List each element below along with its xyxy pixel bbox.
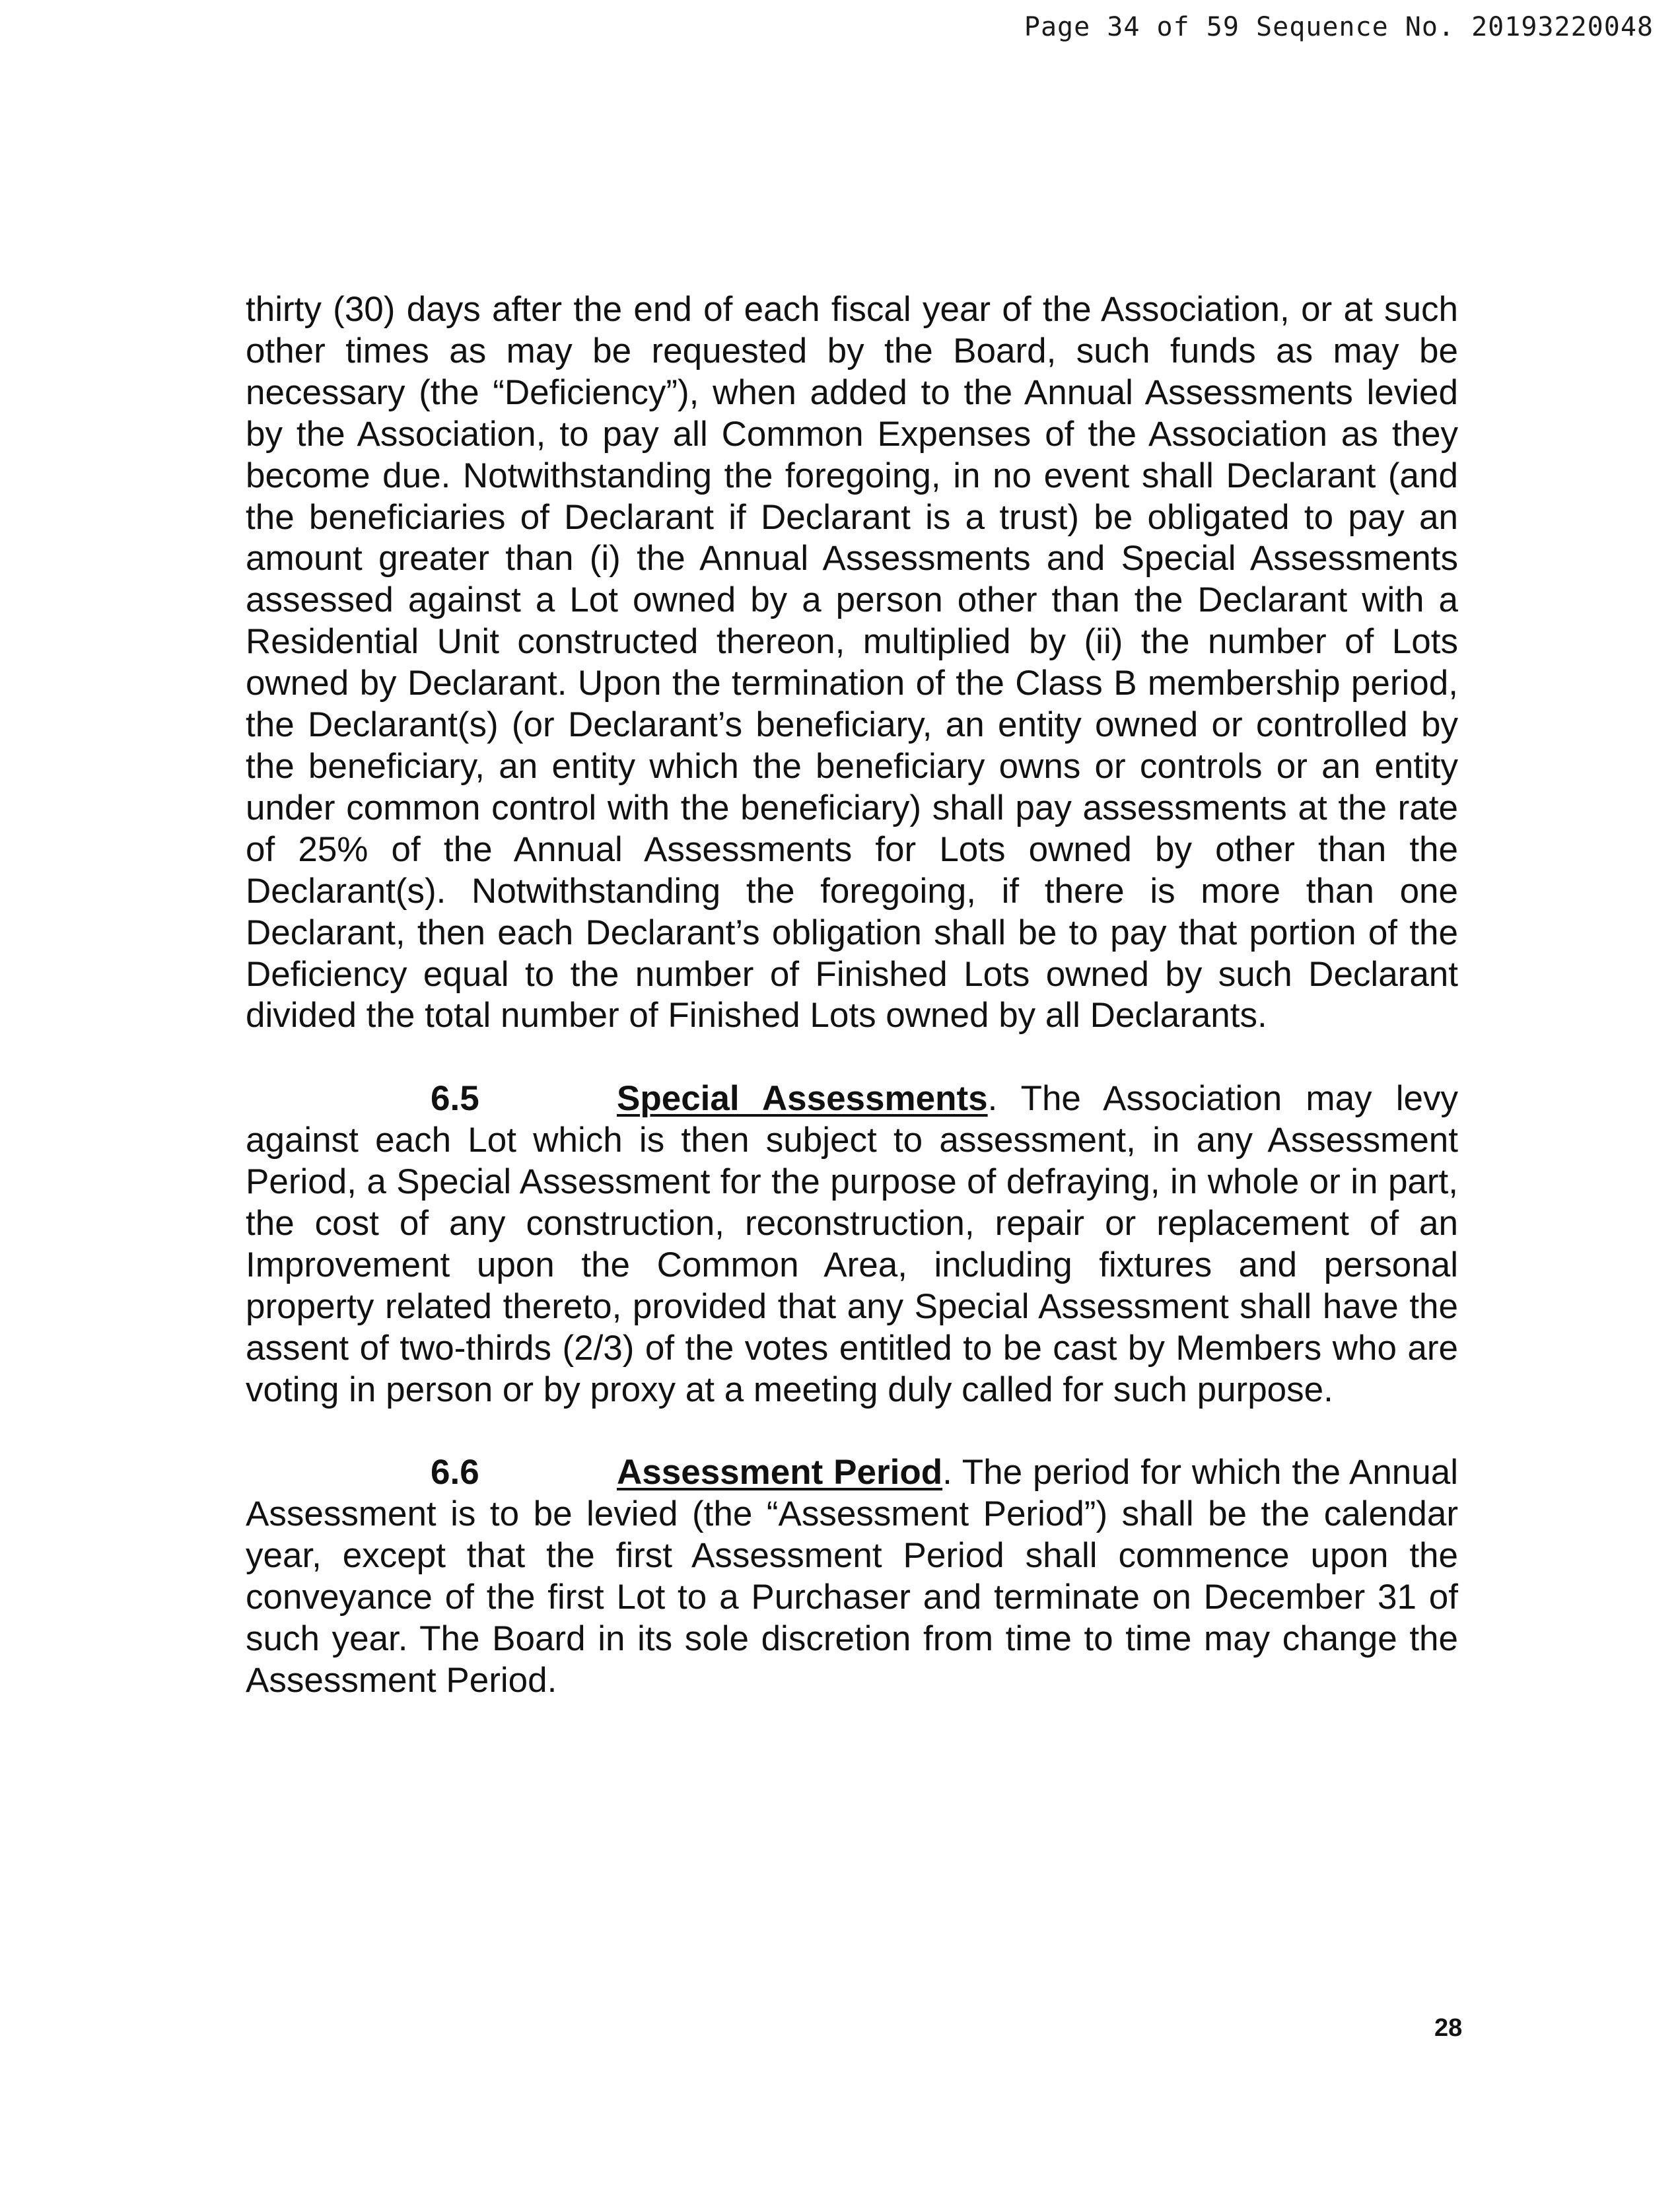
page-number: 28 xyxy=(1434,2014,1463,2042)
section-number: 6.5 xyxy=(431,1079,479,1119)
page-header-sequence: Page 34 of 59 Sequence No. 20193220048 xyxy=(1024,12,1654,42)
section-number: 6.6 xyxy=(431,1453,479,1492)
section-title: Assessment Period xyxy=(617,1453,943,1492)
section-6-5 xyxy=(246,1078,1458,1411)
section-text: . The Association may levy against each Lot which is then subject to assessment, in any Assessment Period, a Special Assessment for the purpose of defraying, in whole or in part, the cost of any construction, reconstruction, repair or replacement of an Improvement upon the Common Area, including fixtures and personal property related thereto, provided that any Special Assessment shall have the assent of two-thirds (2/3) of the votes entitled to be cast by Members who are voting in person or by proxy at a meeting duly called for such purpose. xyxy=(246,1079,1458,1409)
section-6-6 xyxy=(246,1452,1458,1701)
document-body xyxy=(246,289,1458,1702)
section-title: Special Assessments xyxy=(617,1079,988,1119)
continued-paragraph: thirty (30) days after the end of each fiscal year of the Association, or at such other times as may be requested by the Board, such funds as may be necessary (the “Deficiency”), when added to the Annual Assessments levied by the Association, to pay all Common Expenses of the Association as they become due. Notwithstanding the foregoing, in no event shall Declarant (and the beneficiaries of Declarant if Declarant is a trust) be obligated to pay an amount greater than (i) the Annual Assessments and Special Assessments assessed against a Lot owned by a person other than the Declarant with a Residential Unit constructed thereon, multiplied by (ii) the number of Lots owned by Declarant. Upon the termination of the Class B membership period, the Declarant(s) (or Declarant’s beneficiary, an entity owned or controlled by the beneficiary, an entity which the beneficiary owns or controls or an entity under common control with the beneficiary) shall pay assessments at the rate of 25% of the Annual Assessments for Lots owned by other than the Declarant(s). Notwithstanding the foregoing, if there is more than one Declarant, then each Declarant’s obligation shall be to pay that portion of the Deficiency equal to the number of Finished Lots owned by such Declarant divided the total number of Finished Lots owned by all Declarants. xyxy=(246,290,1458,1035)
section-text: . The period for which the Annual Assessment is to be levied (the “Assessment Period”) shall be the calendar year, except that the first Assessment Period shall commence upon the conveyance of the first Lot to a Purchaser and terminate on December 31 of such year. The Board in its sole discretion from time to time may change the Assessment Period. xyxy=(246,1453,1458,1700)
